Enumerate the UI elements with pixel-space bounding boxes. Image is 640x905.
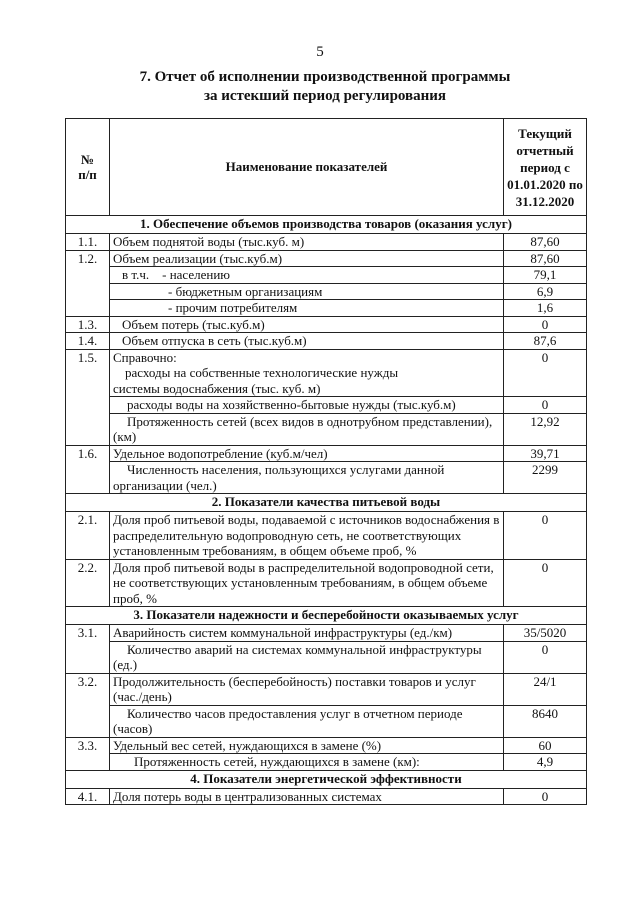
row-name: Продолжительность (бесперебойность) поставки товаров и услуг (час./день) (110, 673, 504, 705)
row-name: Объем потерь (тыс.куб.м) (110, 316, 504, 333)
row-value: 4,9 (504, 754, 587, 771)
row-name: в т.ч. - населению (110, 267, 504, 284)
header-number-line-1: № (80, 151, 95, 167)
row-name: Протяженность сетей (всех видов в однотрубном представлении), (км) (110, 413, 504, 445)
row-number: 3.2. (66, 673, 110, 705)
row-name: Доля проб питьевой воды, подаваемой с источников водоснабжения в распределительную водопроводную сеть, не соответствующих установленным требованиям, в общем объеме проб, % (110, 512, 504, 560)
row-value: 87,60 (504, 250, 587, 267)
row-name (110, 349, 504, 397)
row-value: 79,1 (504, 267, 587, 284)
table-row (66, 754, 587, 771)
row-value: 8640 (504, 705, 587, 737)
row-name: Объем реализации (тыс.куб.м) (110, 250, 504, 267)
row-name: расходы воды на хозяйственно-бытовые нужды (тыс.куб.м) (110, 397, 504, 414)
table-row (66, 413, 587, 445)
header-name: Наименование показателей (110, 119, 504, 216)
table-row (66, 397, 587, 414)
row-value: 2299 (504, 462, 587, 494)
section-title: 2. Показатели качества питьевой воды (66, 494, 587, 512)
row-name: - бюджетным организациям (110, 283, 504, 300)
row-value: 6,9 (504, 283, 587, 300)
row-number: 1.4. (66, 333, 110, 350)
page-number: 5 (316, 44, 324, 60)
section-row (66, 770, 587, 788)
table-row (66, 349, 587, 397)
row-name: Удельное водопотребление (куб.м/чел) (110, 445, 504, 462)
table-row (66, 316, 587, 333)
row-value: 0 (504, 641, 587, 673)
row-number (66, 267, 110, 284)
row-value: 60 (504, 737, 587, 754)
row-name-caption: Справочно: (113, 349, 177, 365)
table-row (66, 234, 587, 251)
table-row (66, 250, 587, 267)
row-number (66, 300, 110, 317)
header-value: Текущий отчетный период с 01.01.2020 по 31.12.2020 (504, 119, 587, 216)
row-name: Объем поднятой воды (тыс.куб. м) (110, 234, 504, 251)
table-row (66, 512, 587, 560)
row-number (66, 283, 110, 300)
row-name: Протяженность сетей, нуждающихся в замене (км): (110, 754, 504, 771)
header-number-line-2: п/п (78, 167, 97, 182)
table-row (66, 333, 587, 350)
row-name: - прочим потребителям (110, 300, 504, 317)
section-title: 1. Обеспечение объемов производства товаров (оказания услуг) (66, 216, 587, 234)
row-value: 0 (504, 512, 587, 560)
section-row (66, 216, 587, 234)
row-number: 1.2. (66, 250, 110, 267)
row-number: 3.3. (66, 737, 110, 754)
row-value: 87,60 (504, 234, 587, 251)
row-number: 1.3. (66, 316, 110, 333)
table-row (66, 705, 587, 737)
table-row (66, 788, 587, 805)
title-line-2: за истекший период регулирования (203, 88, 447, 104)
header-number (66, 119, 110, 216)
row-number: 3.1. (66, 625, 110, 642)
row-number (66, 462, 110, 494)
row-value: 35/5020 (504, 625, 587, 642)
section-row (66, 607, 587, 625)
row-name: Количество часов предоставления услуг в отчетном периоде (часов) (110, 705, 504, 737)
row-name: Доля потерь воды в централизованных системах (110, 788, 504, 805)
report-table (65, 118, 587, 805)
row-number: 1.6. (66, 445, 110, 462)
document-title (60, 68, 590, 106)
section-title: 4. Показатели энергетической эффективности (66, 770, 587, 788)
row-number (66, 413, 110, 445)
table-header (66, 119, 587, 216)
row-name: Удельный вес сетей, нуждающихся в замене (%) (110, 737, 504, 754)
row-value: 0 (504, 559, 587, 607)
table-row (66, 267, 587, 284)
row-number (66, 754, 110, 771)
table-row (66, 641, 587, 673)
row-value: 0 (504, 788, 587, 805)
row-number (66, 705, 110, 737)
section-title: 3. Показатели надежности и бесперебойности оказываемых услуг (66, 607, 587, 625)
row-value: 39,71 (504, 445, 587, 462)
row-number: 2.1. (66, 512, 110, 560)
row-number (66, 397, 110, 414)
row-value: 87,6 (504, 333, 587, 350)
row-value: 1,6 (504, 300, 587, 317)
row-number (66, 641, 110, 673)
row-name: Численность населения, пользующихся услугами данной организации (чел.) (110, 462, 504, 494)
table-row (66, 462, 587, 494)
row-name: Объем отпуска в сеть (тыс.куб.м) (110, 333, 504, 350)
row-value: 12,92 (504, 413, 587, 445)
row-name: Доля проб питьевой воды в распределительной водопроводной сети, не соответствующих установленным требованиям, в общем объеме проб, % (110, 559, 504, 607)
row-name-line-2: системы водоснабжения (тыс. куб. м) (113, 380, 321, 396)
table-row (66, 445, 587, 462)
row-number: 4.1. (66, 788, 110, 805)
row-number: 2.2. (66, 559, 110, 607)
section-row (66, 494, 587, 512)
table-row (66, 673, 587, 705)
row-number: 1.5. (66, 349, 110, 397)
table-row (66, 737, 587, 754)
row-value: 24/1 (504, 673, 587, 705)
title-line-1: 7. Отчет об исполнении производственной программы (139, 69, 511, 85)
table-row (66, 625, 587, 642)
row-value: 0 (504, 316, 587, 333)
row-value: 0 (504, 397, 587, 414)
row-name: Количество аварий на системах коммунальной инфраструктуры (ед.) (110, 641, 504, 673)
row-name-line-1: расходы на собственные технологические нужды (125, 365, 399, 380)
row-value: 0 (504, 349, 587, 397)
table-row (66, 283, 587, 300)
row-number: 1.1. (66, 234, 110, 251)
row-name: Аварийность систем коммунальной инфраструктуры (ед./км) (110, 625, 504, 642)
table-row (66, 559, 587, 607)
table-row (66, 300, 587, 317)
